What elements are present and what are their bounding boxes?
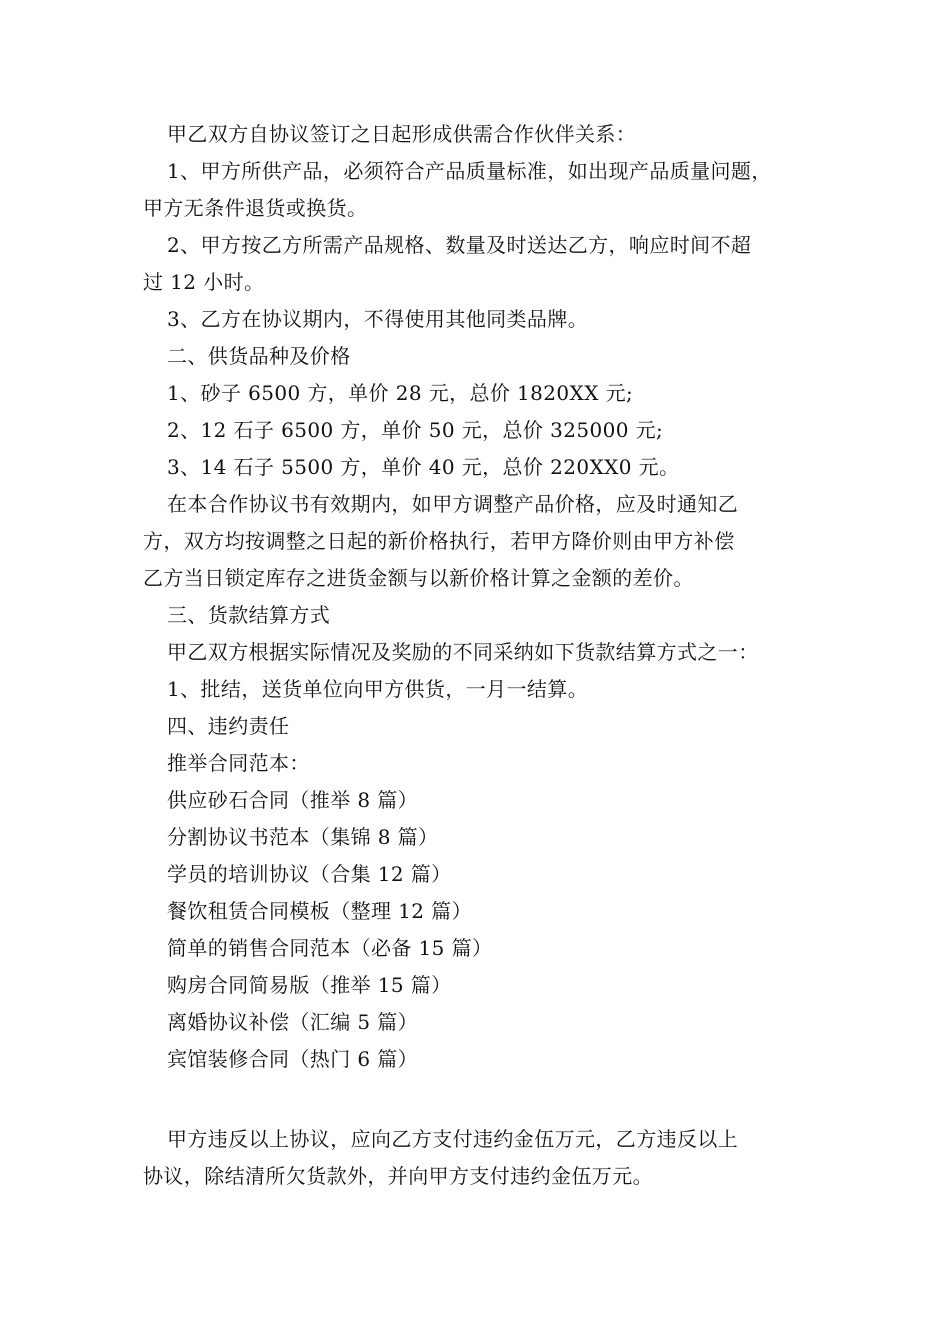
text-line: 2、12 石子 6500 方，单价 50 元，总价 325000 元; <box>167 418 664 442</box>
text-line: 供应砂石合同（推举 8 篇） <box>167 788 419 812</box>
text-line: 协议，除结清所欠货款外，并向甲方支付违约金伍万元。 <box>143 1164 653 1188</box>
paragraph-clause-3 <box>143 301 823 338</box>
section-heading: 二、供货品种及价格 <box>167 344 351 368</box>
paragraph-partnership <box>143 116 823 153</box>
paragraph-payment-method <box>143 634 823 671</box>
text-line: 3、14 石子 5500 方，单价 40 元，总价 220XX0 元。 <box>167 455 680 479</box>
section-heading-liability <box>143 708 823 745</box>
text-line: 购房合同简易版（推举 15 篇） <box>167 973 452 997</box>
recommended-template-item <box>143 1004 823 1041</box>
recommended-template-item <box>143 1041 823 1078</box>
paragraph-price-adjustment <box>143 486 823 597</box>
text-line: 甲方无条件退货或换货。 <box>143 196 368 220</box>
section-heading: 四、违约责任 <box>167 714 290 738</box>
text-line: 方，双方均按调整之日起的新价格执行，若甲方降价则由甲方补偿 <box>143 529 735 553</box>
text-line: 2、甲方按乙方所需产品规格、数量及时送达乙方，响应时间不超 <box>167 233 752 257</box>
text-line: 甲乙双方自协议签订之日起形成供需合作伙伴关系： <box>167 122 637 146</box>
text-line: 1、甲方所供产品，必须符合产品质量标准，如出现产品质量问题， <box>167 159 772 183</box>
text-line: 宾馆装修合同（热门 6 篇） <box>167 1047 419 1071</box>
contract-body <box>143 116 823 1078</box>
text-line: 1、批结，送货单位向甲方供货，一月一结算。 <box>167 677 589 701</box>
text-line: 在本合作协议书有效期内，如甲方调整产品价格，应及时通知乙 <box>167 492 739 516</box>
payment-item-1 <box>143 671 823 708</box>
section-heading-payment <box>143 597 823 634</box>
recommended-templates-heading <box>143 745 823 782</box>
text-line: 过 12 小时。 <box>143 270 265 294</box>
section-heading: 三、货款结算方式 <box>167 603 331 627</box>
text-line: 甲乙双方根据实际情况及奖励的不同采纳如下货款结算方式之一： <box>167 640 759 664</box>
text-line: 1、砂子 6500 方，单价 28 元，总价 1820XX 元; <box>167 381 634 405</box>
price-item-3 <box>143 449 823 486</box>
price-item-1 <box>143 375 823 412</box>
text-line: 餐饮租赁合同模板（整理 12 篇） <box>167 899 472 923</box>
closing-paragraph <box>143 1121 823 1195</box>
price-item-2 <box>143 412 823 449</box>
section-heading-supply <box>143 338 823 375</box>
recommended-template-item <box>143 856 823 893</box>
text-line: 3、乙方在协议期内，不得使用其他同类品牌。 <box>167 307 589 331</box>
paragraph-clause-2 <box>143 227 823 301</box>
text-line: 甲方违反以上协议，应向乙方支付违约金伍万元，乙方违反以上 <box>167 1127 739 1151</box>
text-line: 简单的销售合同范本（必备 15 篇） <box>167 936 493 960</box>
text-line: 学员的培训协议（合集 12 篇） <box>167 862 452 886</box>
recommended-template-item <box>143 819 823 856</box>
text-line: 推举合同范本： <box>167 751 310 775</box>
paragraph-clause-1 <box>143 153 823 227</box>
text-line: 乙方当日锁定库存之进货金额与以新价格计算之金额的差价。 <box>143 566 694 590</box>
text-line: 分割协议书范本（集锦 8 篇） <box>167 825 439 849</box>
recommended-template-item <box>143 782 823 819</box>
recommended-template-item <box>143 967 823 1004</box>
recommended-template-item <box>143 930 823 967</box>
recommended-template-item <box>143 893 823 930</box>
text-line: 离婚协议补偿（汇编 5 篇） <box>167 1010 419 1034</box>
